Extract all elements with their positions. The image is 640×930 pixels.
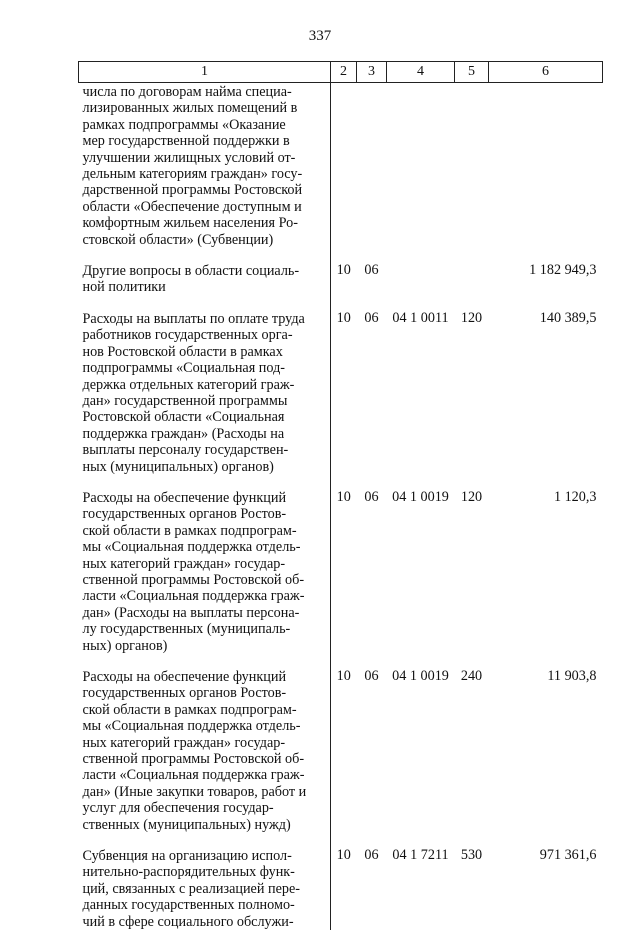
spacer-cell [489, 654, 603, 668]
description-text [79, 668, 331, 833]
subsection-code-cell: 06 [357, 489, 387, 654]
spacer-cell [387, 475, 455, 489]
description-line: ных категорий граждан» государ- [83, 556, 326, 572]
spacer-cell [79, 296, 331, 310]
description-line: ственной программы Ростовской об- [83, 572, 326, 588]
spacer-cell [357, 248, 387, 262]
description-line: Ростовской области «Социальная [83, 409, 326, 425]
subsection-code-cell: 06 [357, 847, 387, 930]
description-line: выплаты персоналу государствен- [83, 442, 326, 458]
description-line: мы «Социальная поддержка отдель- [83, 718, 326, 734]
spacer-cell [387, 248, 455, 262]
description-text [79, 847, 331, 930]
description-line: Расходы на обеспечение функций [83, 669, 326, 685]
spacer-cell [79, 248, 331, 262]
description-line: ных) органов) [83, 638, 326, 654]
description-cell [79, 847, 331, 930]
description-line: подпрограммы «Социальная под- [83, 360, 326, 376]
row-spacer [79, 475, 603, 489]
expense-type-code-cell: 120 [455, 489, 489, 654]
spacer-cell [331, 296, 357, 310]
amount-cell: 140 389,5 [489, 310, 603, 475]
description-line: Расходы на обеспечение функций [83, 490, 326, 506]
expense-type-code-cell [455, 262, 489, 296]
spacer-cell [455, 296, 489, 310]
description-cell [79, 668, 331, 833]
section-code-cell: 10 [331, 310, 357, 475]
row-spacer [79, 248, 603, 262]
description-line: ных категорий граждан» государ- [83, 735, 326, 751]
description-cell [79, 262, 331, 296]
description-line: ций, связанных с реализацией пере- [83, 881, 326, 897]
spacer-cell [331, 475, 357, 489]
subsection-code-cell: 06 [357, 310, 387, 475]
target-article-code-cell: 04 1 0011 [387, 310, 455, 475]
expense-type-code-cell: 530 [455, 847, 489, 930]
description-line: рамках подпрограммы «Оказание [83, 117, 326, 133]
description-line: дан» (Расходы на выплаты персона- [83, 605, 326, 621]
description-cell [79, 489, 331, 654]
amount-cell: 11 903,8 [489, 668, 603, 833]
expense-type-code-cell: 240 [455, 668, 489, 833]
expense-type-code-cell [455, 83, 489, 249]
table-row [79, 83, 603, 249]
description-line: ской области в рамках подпрограм- [83, 702, 326, 718]
spacer-cell [455, 475, 489, 489]
description-line: лу государственных (муниципаль- [83, 621, 326, 637]
description-line: улучшении жилищных условий от- [83, 150, 326, 166]
description-line: ственных (муниципальных) нужд) [83, 817, 326, 833]
target-article-code-cell [387, 83, 455, 249]
description-line: области «Обеспечение доступным и [83, 199, 326, 215]
description-line: числа по договорам найма специа- [83, 84, 326, 100]
description-line: мер государственной поддержки в [83, 133, 326, 149]
description-line: государственных органов Ростов- [83, 685, 326, 701]
description-line: услуг для обеспечения государ- [83, 800, 326, 816]
description-line: стовской области» (Субвенции) [83, 232, 326, 248]
budget-table [78, 61, 603, 930]
description-line: нов Ростовской области в рамках [83, 344, 326, 360]
description-line: поддержка граждан» (Расходы на [83, 426, 326, 442]
description-line: дельным категориям граждан» госу- [83, 166, 326, 182]
description-text [79, 489, 331, 654]
description-line: ственной программы Ростовской об- [83, 751, 326, 767]
subsection-code-cell: 06 [357, 668, 387, 833]
header-row [79, 62, 603, 83]
section-code-cell: 10 [331, 489, 357, 654]
description-line: держка отдельных категорий граж- [83, 377, 326, 393]
spacer-cell [79, 833, 331, 847]
spacer-cell [357, 475, 387, 489]
table-row [79, 489, 603, 654]
table-body [79, 83, 603, 930]
description-line: ласти «Социальная поддержка граж- [83, 767, 326, 783]
description-line: дарственной программы Ростовской [83, 182, 326, 198]
spacer-cell [455, 833, 489, 847]
target-article-code-cell: 04 1 7211 [387, 847, 455, 930]
expense-type-code-cell: 120 [455, 310, 489, 475]
description-text [79, 262, 331, 296]
target-article-code-cell: 04 1 0019 [387, 668, 455, 833]
description-line: ных (муниципальных) органов) [83, 459, 326, 475]
description-text [79, 310, 331, 475]
amount-cell: 1 120,3 [489, 489, 603, 654]
description-cell [79, 83, 331, 249]
description-line: дан» государственной программы [83, 393, 326, 409]
section-code-cell: 10 [331, 847, 357, 930]
spacer-cell [357, 833, 387, 847]
table-row [79, 847, 603, 930]
row-spacer [79, 296, 603, 310]
page-number: 337 [0, 28, 640, 45]
spacer-cell [489, 833, 603, 847]
col-header-4: 4 [387, 62, 455, 83]
description-line: чий в сфере социального обслужи- [83, 914, 326, 930]
col-header-2: 2 [331, 62, 357, 83]
description-line: дан» (Иные закупки товаров, работ и [83, 784, 326, 800]
spacer-cell [455, 248, 489, 262]
col-header-1: 1 [79, 62, 331, 83]
description-line: ной политики [83, 279, 326, 295]
spacer-cell [79, 475, 331, 489]
table-row [79, 262, 603, 296]
spacer-cell [79, 654, 331, 668]
description-line: ской области в рамках подпрограм- [83, 523, 326, 539]
amount-cell: 971 361,6 [489, 847, 603, 930]
target-article-code-cell: 04 1 0019 [387, 489, 455, 654]
description-line: работников государственных орга- [83, 327, 326, 343]
spacer-cell [387, 654, 455, 668]
description-line: данных государственных полномо- [83, 897, 326, 913]
description-line: нительно-распорядительных функ- [83, 864, 326, 880]
target-article-code-cell [387, 262, 455, 296]
row-spacer [79, 654, 603, 668]
section-code-cell: 10 [331, 668, 357, 833]
spacer-cell [357, 654, 387, 668]
col-header-3: 3 [357, 62, 387, 83]
description-line: лизированных жилых помещений в [83, 100, 326, 116]
spacer-cell [357, 296, 387, 310]
spacer-cell [387, 833, 455, 847]
spacer-cell [455, 654, 489, 668]
amount-cell [489, 83, 603, 249]
description-line: Расходы на выплаты по оплате труда [83, 311, 326, 327]
description-line: ласти «Социальная поддержка граж- [83, 588, 326, 604]
spacer-cell [331, 654, 357, 668]
description-line: государственных органов Ростов- [83, 506, 326, 522]
col-header-5: 5 [455, 62, 489, 83]
spacer-cell [489, 296, 603, 310]
subsection-code-cell [357, 83, 387, 249]
section-code-cell: 10 [331, 262, 357, 296]
row-spacer [79, 833, 603, 847]
description-line: мы «Социальная поддержка отдель- [83, 539, 326, 555]
spacer-cell [331, 248, 357, 262]
description-line: комфортным жильем населения Ро- [83, 215, 326, 231]
section-code-cell [331, 83, 357, 249]
description-line: Субвенция на организацию испол- [83, 848, 326, 864]
spacer-cell [489, 475, 603, 489]
table-row [79, 310, 603, 475]
spacer-cell [489, 248, 603, 262]
spacer-cell [387, 296, 455, 310]
col-header-6: 6 [489, 62, 603, 83]
description-line: Другие вопросы в области социаль- [83, 263, 326, 279]
description-cell [79, 310, 331, 475]
description-text [79, 83, 331, 248]
spacer-cell [331, 833, 357, 847]
subsection-code-cell: 06 [357, 262, 387, 296]
table-row [79, 668, 603, 833]
amount-cell: 1 182 949,3 [489, 262, 603, 296]
